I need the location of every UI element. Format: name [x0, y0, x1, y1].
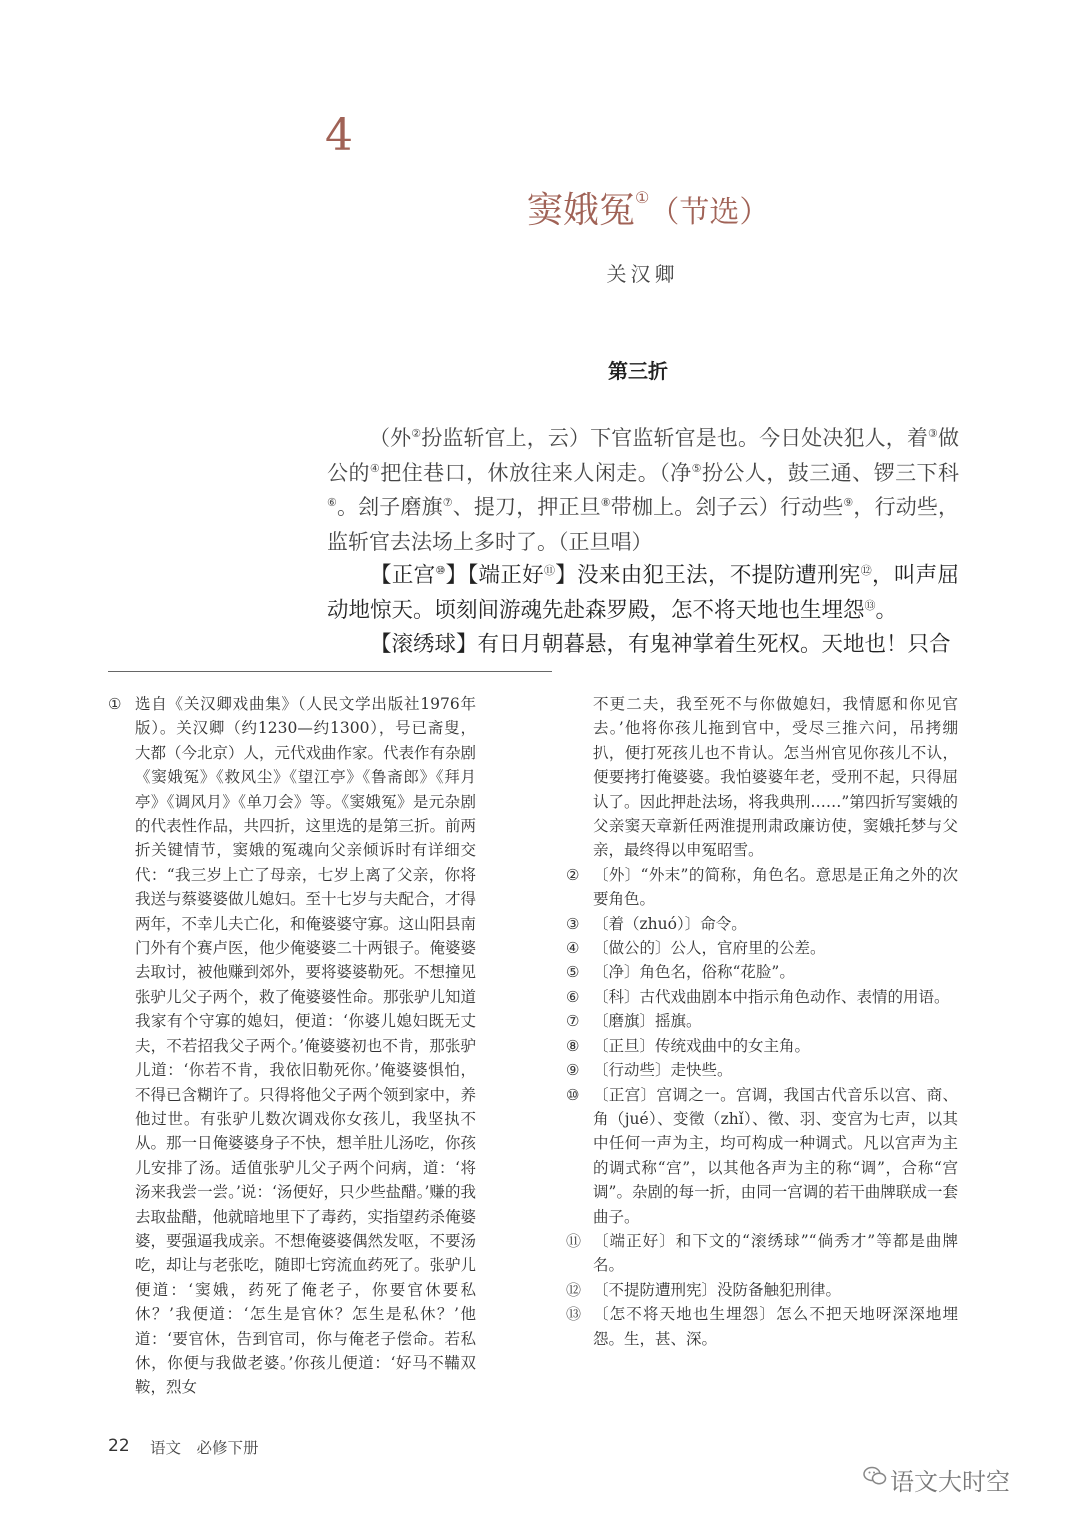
note-marker: ⑫	[860, 563, 873, 577]
note-marker: ③	[928, 427, 938, 440]
text-run: 。刽子磨旗	[337, 495, 443, 519]
footnote-number: ⑪	[566, 1231, 582, 1250]
footnote-text: 〔怎不将天地也生埋怨〕怎么不把天地呀深深地埋怨。生，甚、深。	[593, 1305, 958, 1348]
footnote-text: 〔端正好〕和下文的“滚绣球”“倘秀才”等都是曲牌名。	[593, 1231, 958, 1275]
footnote	[566, 912, 958, 936]
footnote	[566, 1229, 958, 1278]
book-name: 语文 必修下册	[150, 1439, 259, 1457]
text-run: 】【端正好	[445, 563, 544, 588]
footnote-number: ⑧	[566, 1036, 580, 1055]
footnote	[566, 1009, 958, 1033]
footnote-number: ④	[566, 939, 580, 958]
note-marker: ⑩	[435, 563, 446, 577]
main-paragraph	[327, 421, 959, 559]
footnote-number: ⑬	[566, 1305, 582, 1324]
wechat-icon	[863, 1466, 887, 1486]
footnote-continuation: 不更二夫，我至死不与你做媳妇，我情愿和你见官去。’他将你孩儿拖到官中，受尽三推六问，吊拷绷扒，便打死孩儿也不肯认。怎当州官见你孩儿不认，便要拷打俺婆婆。我怕婆婆年老，受刑不起，只得屈认了。因此押赴法场，将我典刑……”第四折写窦娥的父亲窦天章新任两淮提刑肃政廉访使，窦娥托梦与父亲，最终得以申冤昭雪。	[593, 695, 958, 860]
footnote-number: ⑨	[566, 1061, 580, 1080]
footnote-text: 选自《关汉卿戏曲集》（人民文学出版社1976年版）。关汉卿（约1230—约1300），号已斋叟，大都（今北京）人，元代戏曲作家。代表作有杂剧《窦娥冤》《救风尘》《望江亭》《鲁斋郎》《拜月亭》《调风月》《单刀会》等。《窦娥冤》是元杂剧的代表性作品，共四折，这里选的是第三折。前两折关键情节，窦娥的冤魂向父亲倾诉时有详细交代：“我三岁上亡了母亲，七岁上离了父亲，你将我送与蔡婆婆做儿媳妇。至十七岁与夫配合，才得两年，不幸儿夫亡化，和俺婆婆守寡。这山阳县南门外有个赛卢医，他少俺婆婆二十两银子。俺婆婆去取讨，被他赚到郊外，要将婆婆勒死。不想撞见张驴儿父子两个，救了俺婆婆性命。那张驴儿知道我家有个守寡的媳妇，便道：‘你婆儿媳妇既无丈夫，不若招我父子两个。’俺婆婆初也不肯，那张驴儿道：‘你若不肯，我依旧勒死你。’俺婆婆惧怕，不得已含糊许了。只得将他父子两个领到家中，养他过世。有张驴儿数次调戏你女孩儿，我坚执不从。那一日俺婆婆身子不快，想羊肚儿汤吃，你孩儿安排了汤。适值张驴儿父子两个问病，道：‘将汤来我尝一尝。’说：‘汤便好，只少些盐醋。’赚的我去取盐醋，他就暗地里下了毒药，实指望药杀俺婆婆，要强逼我成亲。不想俺婆婆偶然发呕，不要汤吃，却让与老张吃，随即七窍流血药死了。张驴儿便道：‘窦娥，药死了俺老子，你要官休要私休？’我便道：‘怎生是官休？怎生是私休？’他道：‘要官休，告到官司，你与俺老子偿命。若私休，你便与我做老婆。’你孩儿便道：‘好马不鞴双鞍，烈女	[135, 695, 477, 1397]
note-marker: ⑦	[442, 496, 453, 509]
lesson-title	[527, 182, 769, 233]
text-run: 【滚绣球】有日月朝暮悬，有鬼神掌着生死权。天地也！只合	[370, 632, 951, 657]
text-run: 做公的	[327, 426, 959, 485]
text-run: 扮公人，鼓三通、锣三下科	[701, 460, 959, 485]
footnote-text: 〔净〕角色名，俗称“花脸”。	[593, 963, 795, 982]
note-marker: ⑥	[327, 496, 338, 509]
footnote	[566, 1278, 958, 1302]
footnote-text: 〔外〕“外末”的简称，角色名。意思是正角之外的次要角色。	[593, 865, 958, 909]
watermark-text: 语文大时空	[890, 1468, 1010, 1496]
note-marker: ②	[411, 427, 422, 440]
footnote-number: ③	[566, 914, 580, 933]
main-paragraph	[327, 628, 959, 663]
title-suffix: （节选）	[649, 195, 770, 230]
note-marker: ⑨	[843, 496, 854, 509]
main-text	[327, 421, 959, 663]
text-run: （外	[369, 426, 412, 450]
footnote-text: 〔正宫〕宫调之一。宫调，我国古代音乐以宫、商、角（jué）、变徵（zhǐ）、徵、羽、变宫为七声，以其中任何一声为主，均可构成一种调式。凡以宫声为主的调式称“宫”，以其他各声为主的称“调”，合称“宫调”。杂剧的每一折，由同一宫调的若干曲牌联成一套曲子。	[593, 1085, 958, 1226]
text-run: ，行动些，监斩官去法场上多时了。（正旦唱）	[327, 495, 960, 554]
lesson-number: 4	[325, 110, 353, 161]
author: 关汉卿	[606, 262, 679, 286]
footnote-text: 〔做公的〕公人，官府里的公差。	[593, 939, 826, 958]
footnote	[566, 863, 958, 912]
footnote-number: ⑤	[566, 963, 580, 982]
footnote-divider	[108, 671, 552, 672]
footnote-text: 〔不提防遭刑宪〕没防备触犯刑律。	[593, 1280, 842, 1299]
page-number: 22	[108, 1436, 130, 1456]
text-run: ，叫声屈动地惊天。顷刻间游魂先赴森罗殿，怎不将天地也生埋怨	[327, 563, 959, 623]
note-marker: ⑤	[691, 461, 702, 475]
footnote-text: 〔科〕古代戏曲剧本中指示角色动作、表情的用语。	[593, 987, 950, 1006]
footnote-number: ⑩	[566, 1085, 580, 1104]
footnote-number: ②	[566, 865, 580, 884]
footnote-text: 〔磨旗〕摇旗。	[593, 1012, 702, 1031]
text-run: 扮监斩官上，云）下官监斩官是也。今日处决犯人，着	[421, 426, 929, 450]
footnote	[566, 960, 958, 984]
footnote	[108, 692, 476, 1400]
note-marker: ⑪	[543, 563, 556, 577]
footnote	[566, 936, 958, 960]
text-run: 、提刀，押正旦	[452, 495, 601, 519]
act-heading: 第三折	[608, 359, 668, 383]
text-run: 带枷上。刽子云）行动些	[610, 495, 844, 519]
footnote-text: 〔正旦〕传统戏曲中的女主角。	[593, 1036, 811, 1055]
footnote-text: 〔着（zhuó）〕命令。	[593, 914, 747, 933]
footnote-number: ①	[108, 695, 122, 713]
text-run: 。	[875, 597, 898, 623]
footnote	[566, 1034, 958, 1058]
footnote-number: ⑥	[566, 987, 580, 1006]
footnotes-left-column	[108, 692, 476, 1400]
text-run: 【正宫	[370, 563, 436, 588]
footnote	[566, 1058, 958, 1082]
text-run: 把住巷口，休放往来人闲走。（净	[380, 460, 692, 485]
note-marker: ⑬	[864, 598, 876, 612]
title-text: 窦娥冤	[527, 190, 636, 231]
footnote	[566, 1302, 958, 1351]
main-paragraph	[327, 559, 959, 628]
note-marker: ④	[369, 461, 381, 475]
footnotes-right-column	[566, 692, 958, 1351]
footnote-text: 〔行动些〕走快些。	[593, 1061, 733, 1080]
note-marker: ⑧	[600, 496, 611, 509]
footnote	[566, 1083, 958, 1229]
title-note-marker: ①	[635, 188, 650, 207]
text-run: 】没来由犯王法，不提防遭刑宪	[555, 563, 861, 588]
footnote	[566, 985, 958, 1009]
footnote-number: ⑦	[566, 1012, 580, 1031]
footnote-number: ⑫	[566, 1280, 582, 1299]
